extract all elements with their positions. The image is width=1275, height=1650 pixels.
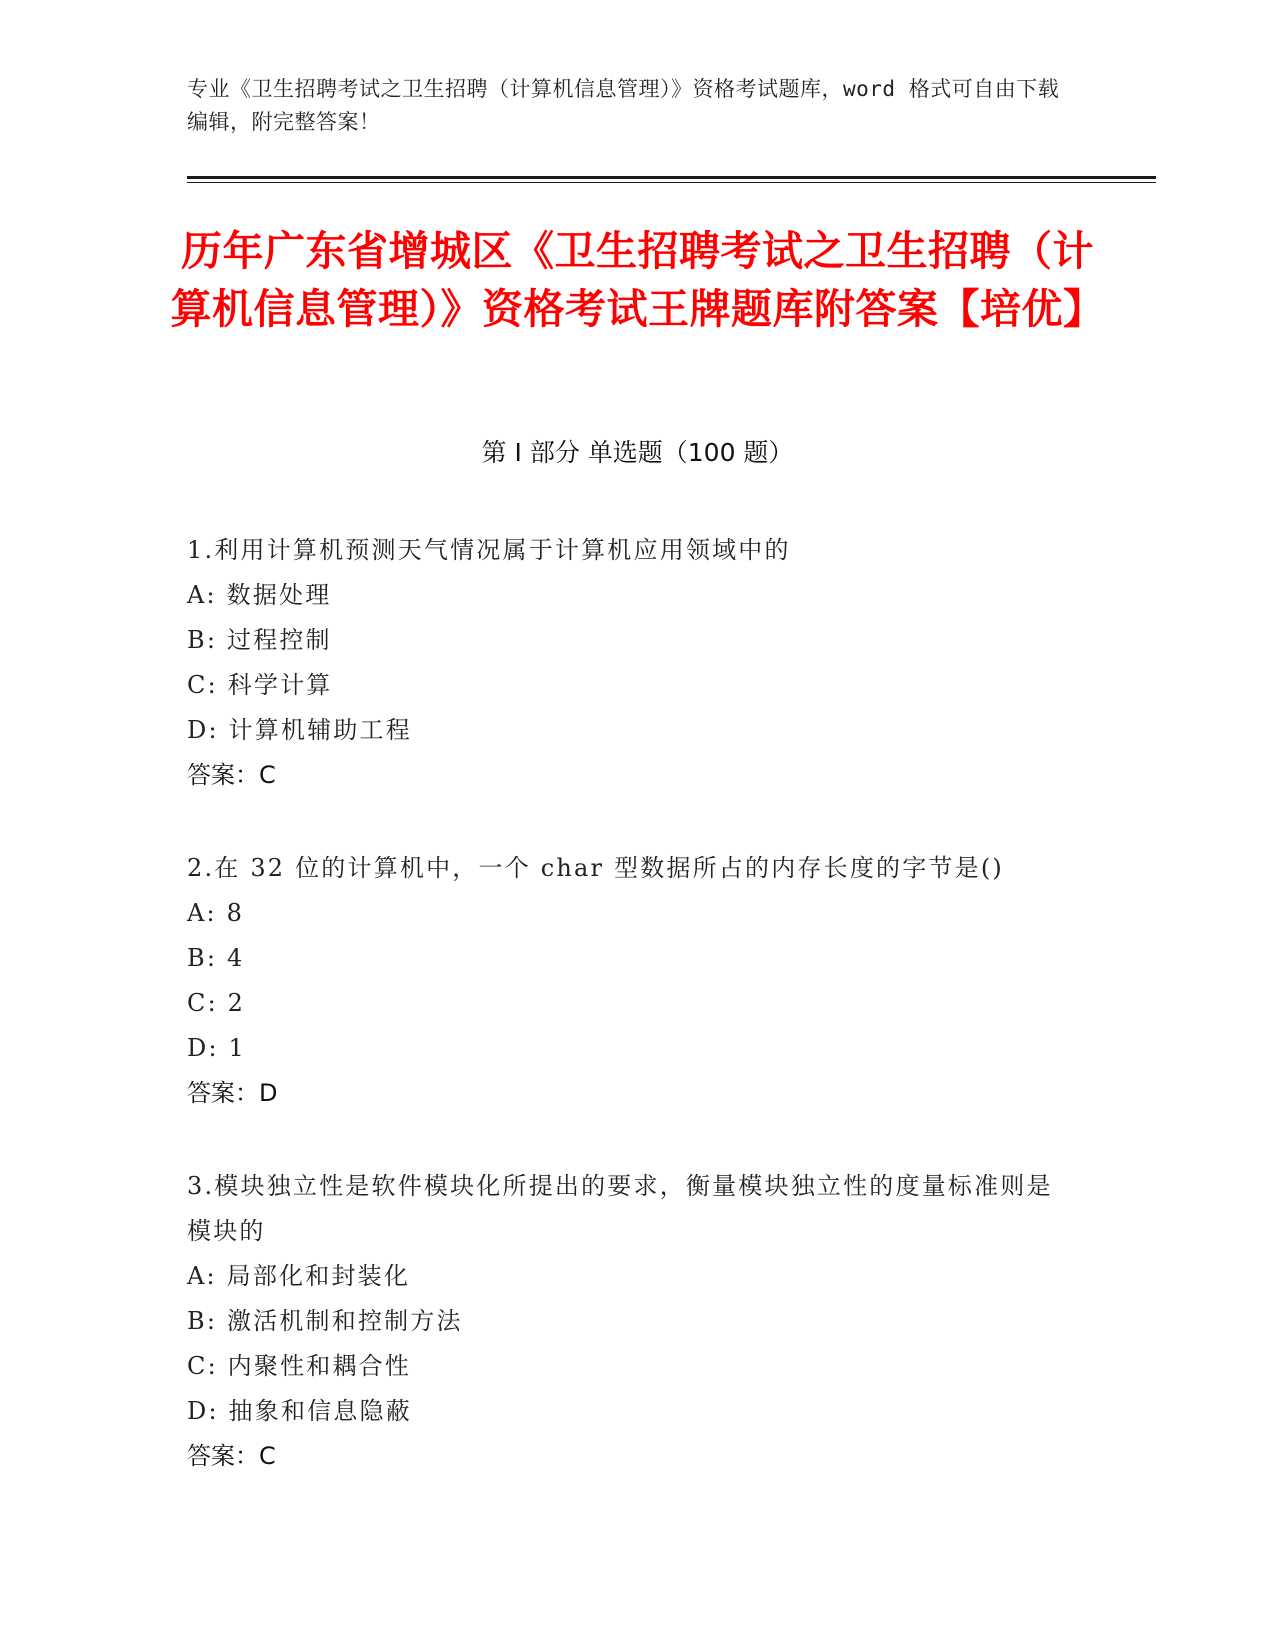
header-rule-thin bbox=[187, 182, 1156, 183]
option-b: B: 过程控制 bbox=[187, 626, 332, 654]
option-b: B: 激活机制和控制方法 bbox=[187, 1307, 463, 1335]
question-list bbox=[187, 528, 1067, 1527]
option-c: C: 科学计算 bbox=[187, 671, 333, 699]
document-title: 历年广东省增城区《卫生招聘考试之卫生招聘（计算机信息管理）》资格考试王牌题库附答案【培优】 bbox=[170, 227, 1105, 333]
question-3 bbox=[187, 1164, 1067, 1479]
question-stem: 3.模块独立性是软件模块化所提出的要求，衡量模块独立性的度量标准则是模块的 bbox=[187, 1172, 1053, 1245]
option-a: A: 8 bbox=[187, 899, 245, 927]
question-1 bbox=[187, 528, 1067, 798]
answer: 答案：C bbox=[187, 1442, 276, 1470]
answer: 答案：D bbox=[187, 1079, 278, 1107]
option-d: D: 抽象和信息隐蔽 bbox=[187, 1397, 412, 1425]
option-a: A: 局部化和封装化 bbox=[187, 1262, 411, 1290]
section-heading: 第 I 部分 单选题（100 题） bbox=[481, 438, 794, 467]
option-d: D: 计算机辅助工程 bbox=[187, 716, 412, 744]
question-stem: 2.在 32 位的计算机中，一个 char 型数据所占的内存长度的字节是() bbox=[187, 854, 1004, 882]
option-b: B: 4 bbox=[187, 944, 245, 972]
question-stem: 1.利用计算机预测天气情况属于计算机应用领域中的 bbox=[187, 536, 791, 564]
header-rule-thick bbox=[187, 176, 1156, 179]
option-a: A: 数据处理 bbox=[187, 581, 332, 609]
answer: 答案：C bbox=[187, 761, 276, 789]
header-note: 专业《卫生招聘考试之卫生招聘（计算机信息管理）》资格考试题库，word 格式可自由下载编辑，附完整答案！ bbox=[187, 77, 1060, 134]
question-2 bbox=[187, 846, 1067, 1116]
option-c: C: 2 bbox=[187, 989, 246, 1017]
option-d: D: 1 bbox=[187, 1034, 247, 1062]
option-c: C: 内聚性和耦合性 bbox=[187, 1352, 412, 1380]
